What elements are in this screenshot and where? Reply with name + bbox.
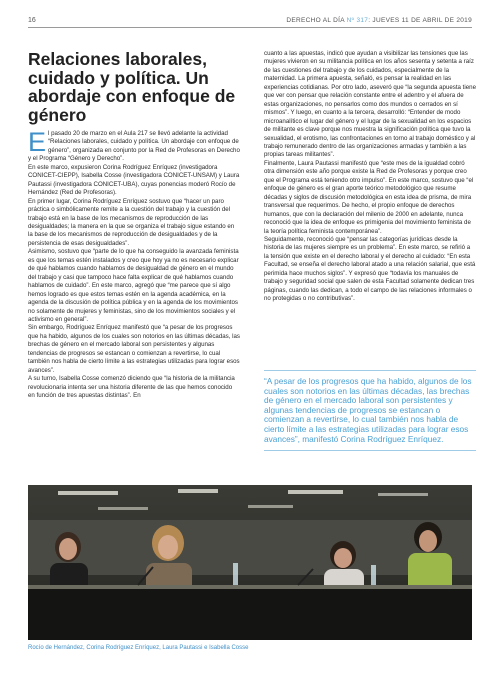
pull-quote: “A pesar de los progresos que ha habido, algunos de los cuales son notorios en las últimas décadas, las brechas de género en el mercado laboral son persistentes y algunas tendencias de progresos se estancan o comienzan a revertirse, lo cual también nos habla de cierto límite a las estrategias utilizadas para lograr esos avances”, manifestó Corina Rodríguez Enríquez. (264, 370, 476, 451)
article-paragraph: Sin embargo, Rodríguez Enríquez manifestó que “a pesar de los progresos que ha habido, algunos de los cuales son notorios en las últimas décadas, las brechas de género en el mercado laboral son persistentes y algunas tendencias de progresos se estancan o comienzan a revertirse, lo cual también nos habla de cierto límite a las estrategias utilizadas para lograr esos avances”. (28, 324, 240, 374)
issue-date: JUEVES 11 DE ABRIL DE 2019 (372, 17, 472, 24)
article-paragraph: cuanto a las apuestas, indicó que ayudan a visibilizar las tensiones que las mujeres vivieron en su militancia política en los años sesenta y setenta a raíz de las cuestiones del trabajo y de los cuidados, especialmente de la maternidad. La primera apuesta, señaló, es pensar la realidad en las experiencias cotidianas. Por otro lado, aseveró que “la segunda apuesta tiene que ver con pensar que relación constante entre el adentro y el afuera de estas organizaciones, no pensarlos como dos mundos o cerrados en sí mismos”. Y luego, en cuanto a la tercera, desarrolló: “Entender de modo microanalítico el lugar del género y el lugar de la sexualidad en los espacios de militante es clave porque nos muestra la significación política que tuvo la sexualidad, el erotismo, las confrontaciones en torno al trabajo doméstico y al trabajo remunerado dentro de las organizaciones armadas y también a las propias tareas militantes”. (264, 50, 476, 159)
page-number: 16 (28, 17, 36, 24)
article-paragraph: En este marco, expusieron Corina Rodríguez Enríquez (investigadora CONICET-CIEPP), Isabella Cosse (investigadora CONICET-UNSAM) y Laura Pautassi (investigadora CONICET-UBA), cuyas ponencias moderó Rocío de Hernández (Red de Profesoras). (28, 163, 240, 197)
article-column-left (28, 127, 240, 401)
event-photo (28, 485, 472, 640)
article-paragraph (28, 127, 240, 164)
article-paragraph: Finalmente, Laura Pautassi manifestó que “este mes de la igualdad cobró otra dimensión este año porque existe la Red de Profesoras y porque creo que el Programa está teniendo otro impulso”. En este marco, sostuvo que “el enfoque de género es el gran aporte teórico metodológico que resume décadas y siglos de discusión metodológica en esta idea de prisma, de mira transversal que requerimos. De hecho, el propio enfoque de derechos humanos, que con la declaración del milenio de 2000 en adelante, nunca reconoció que la idea de enfoque es primigenia del movimiento feminista de la teoría política feminista contemporánea”. (264, 159, 474, 235)
article-paragraph: A su turno, Isabella Cosse comenzó diciendo que “la historia de la militancia revolucionaria intenta ser una historia diferente de las que hemos conocido en función de tres apuestas distintas”. En (28, 375, 235, 400)
issue-number: Nº 317 (346, 17, 369, 24)
article-paragraph: En primer lugar, Corina Rodríguez Enríquez sostuvo que “hacer un paro práctica o simbólicamente remite a la cuestión del trabajo y la cuestión del trabajo está en la base de los mecanismos de reproducción de las desigualdades; la manera en la que se organiza el trabajo sigue estando en la base de los mecanismos de reproducción de desigualdades y de la persistencia de esas desigualdades”. (28, 197, 235, 247)
publication-name: DERECHO AL DÍA (286, 17, 345, 24)
article-paragraph: Asimismo, sostuvo que “parte de lo que ha conseguido la avanzada feminista es que los temas estén instalados y creo que hoy ya no es necesario explicar de qué hablamos cuando hablamos de desigualdad de género en el mundo del trabajo y casi que tampoco hace falta explicar de qué hablamos cuando hablamos de cuidado”. En este marco, agregó que “me parece que sí algo hemos logrado es que estos temas estén en la agenda académica, en la agenda de la discusión de política pública y en la agenda de los movimientos no solamente de mujeres y feministas, sino de los movimientos sociales y el activismo en general”. (28, 248, 239, 323)
article-paragraph: Seguidamente, reconoció que “pensar las categorías jurídicas desde la historia de las mujeres siempre es un problema”. En este marco, se refirió a la tensión que existe en el derecho laboral y el derecho al cuidado: “En esta Facultad, se enseña el derecho laboral atado a una relación salarial, que está perimida hace muchos siglos”. Y expresó que “todavía los manuales de trabajo y seguridad social que salen de esta Facultad solamente dedican tres páginas, cuando las dedican, a todo el campo de las relaciones informales o no protegidas o no contributivas”. (264, 235, 476, 303)
photo-illustration (28, 485, 472, 640)
photo-caption: Rocío de Hernández, Corina Rodríguez Enríquez, Laura Pautassi e Isabella Cosse (28, 645, 249, 651)
publication-line: DERECHO AL DÍA Nº 317: JUEVES 11 DE ABRIL DE 2019 (286, 17, 472, 24)
article-column-right (264, 50, 476, 304)
page-header (28, 15, 472, 28)
dropcap: E (28, 127, 47, 157)
paragraph-text: l pasado 20 de marzo en el Aula 217 se llevó adelante la actividad “Relaciones laborales, cuidado y política. Un abordaje con enfoque de género”, organizada en conjunto por la Red de Profesoras en Derecho y el Programa “Género y Derecho”. (28, 130, 240, 163)
article-title: Relaciones laborales, cuidado y política. Un abordaje con enfoque de género (28, 49, 236, 125)
